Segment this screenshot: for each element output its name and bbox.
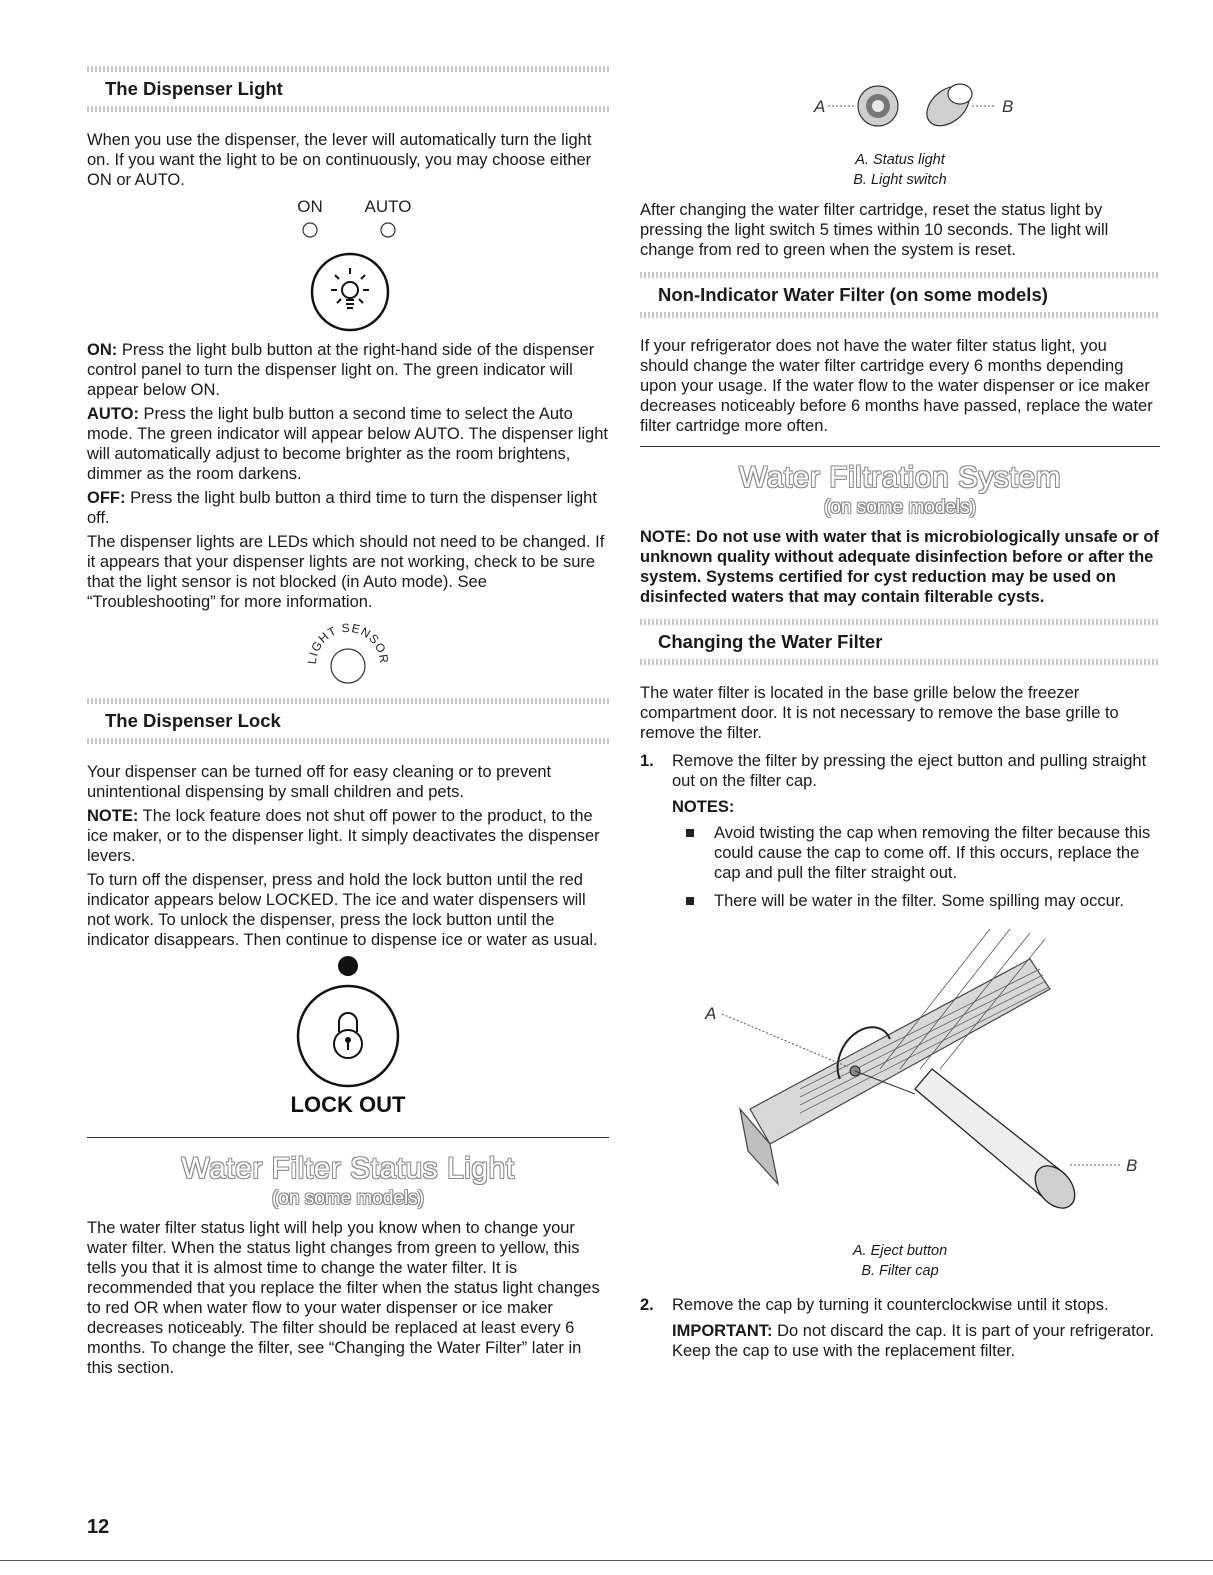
lock-button xyxy=(298,986,398,1086)
lock-button-diagram xyxy=(268,954,428,1119)
divider xyxy=(640,659,1160,665)
step-1 xyxy=(640,751,1160,817)
term-text: Press the light bulb button at the right-hand side of the dispenser control panel to turn the dispenser light on. The green indicator will appear below ON. xyxy=(87,341,595,399)
step-2 xyxy=(640,1295,1160,1361)
auto-indicator xyxy=(381,223,395,237)
term: NOTE: xyxy=(87,807,139,825)
term: IMPORTANT: xyxy=(672,1322,773,1340)
light-switch-icon xyxy=(919,78,976,133)
paragraph: The water filter status light will help you know when to change your water filter. When the status light changes from green to yellow, this tells you that it is almost time to change the water filter. It is recommended that you replace the filter when the status light changes to red OR when water flow to your water dispenser or ice maker decreases noticeably. The filter should be replaced at least every 6 months. To change the filter, see “Changing the Water Filter” later in this section. xyxy=(87,1219,600,1377)
paragraph: When you use the dispenser, the lever will automatically turn the light on. If you want the light to be on continuously, you may choose either ON or AUTO. xyxy=(87,131,592,189)
list-item xyxy=(686,823,1160,883)
step-number: 2. xyxy=(640,1296,654,1314)
status-light-diagram xyxy=(750,66,1050,150)
padlock-icon xyxy=(334,1013,362,1058)
term: ON: xyxy=(87,341,118,359)
dispenser-light-header xyxy=(87,66,609,122)
filtration-subtitle: (on some models) xyxy=(823,497,977,518)
figure-label-a: A xyxy=(705,1004,717,1023)
figure-label-a: A xyxy=(814,97,826,116)
divider xyxy=(87,106,609,112)
paragraph: Your dispenser can be turned off for easy cleaning or to prevent unintentional dispensing by small children and pets. xyxy=(87,763,552,801)
paragraph: If your refrigerator does not have the water filter status light, you should change the water filter cartridge every 6 months depending upon your usage. If the water flow to the water dispenser or ice maker decreases noticeably before 6 months have passed, replace the water filter cartridge more often. xyxy=(640,337,1153,435)
bullet-icon xyxy=(686,829,694,837)
changing-filter-header xyxy=(640,611,1160,675)
locked-indicator xyxy=(338,956,358,976)
light-button-diagram xyxy=(238,194,458,334)
paragraph: The dispenser lights are LEDs which should not need to be changed. If it appears that your dispenser lights are not working, check to be sure that the light sensor is not blocked (in Auto mode). See “Troubleshooting” for more information. xyxy=(87,533,605,611)
non-indicator-header xyxy=(640,264,1160,328)
term-text: The lock feature does not shut off power to the product, to the ice maker, or to the dispenser light. It simply deactivates the dispenser levers. xyxy=(87,807,600,865)
figure-label-b: B xyxy=(1126,1156,1138,1175)
light-bulb-button xyxy=(312,254,388,330)
term: OFF: xyxy=(87,489,126,507)
section-rule xyxy=(640,446,1160,447)
divider xyxy=(640,312,1160,318)
paragraph xyxy=(87,806,609,866)
section-rule xyxy=(87,1137,609,1138)
paragraph: The water filter is located in the base grille below the freezer compartment door. It is not necessary to remove the base grille to remove the filter. xyxy=(640,684,1119,742)
section-heading: Non-Indicator Water Filter (on some models) xyxy=(658,284,1048,305)
water-filter-cartridge xyxy=(915,1069,1083,1216)
paragraph: After changing the water filter cartridge, reset the status light by pressing the light switch 5 times within 10 seconds. The light will change from red to green when the system is reset. xyxy=(640,201,1109,259)
figure-caption-b: B. Light switch xyxy=(853,172,947,188)
figure-caption-a: A. Status light xyxy=(855,152,945,168)
section-heading: The Dispenser Lock xyxy=(105,710,281,731)
term-text: Press the light bulb button a second time to select the Auto mode. The green indicator will appear below AUTO. The dispenser light will automatically adjust to become brighter as the room brightens, dimmer as the room darkens. xyxy=(87,405,608,483)
term-text: Press the light bulb button a third time to turn the dispenser light off. xyxy=(87,489,597,527)
figure-caption-a: A. Eject button xyxy=(852,1243,948,1259)
paragraph xyxy=(87,340,609,400)
filter-status-subtitle: (on some models) xyxy=(271,1188,425,1209)
filtration-title: Water Filtration System xyxy=(738,461,1062,494)
section-heading: The Dispenser Light xyxy=(105,78,283,99)
bottom-rule xyxy=(0,1560,1213,1561)
light-sensor-diagram xyxy=(288,616,408,688)
step-text: Remove the filter by pressing the eject button and pulling straight out on the filter cap. xyxy=(672,752,1147,790)
left-column xyxy=(87,66,609,1382)
step-text: Remove the cap by turning it counterclockwise until it stops. xyxy=(672,1296,1109,1314)
filter-status-title: Water Filter Status Light xyxy=(181,1152,515,1185)
bullet-icon xyxy=(686,897,694,905)
auto-label: AUTO xyxy=(364,197,412,216)
step-body xyxy=(672,1295,1160,1361)
sensor-label: LIGHT SENSOR xyxy=(304,620,392,665)
section-heading: Changing the Water Filter xyxy=(658,631,883,652)
list-item-text: Avoid twisting the cap when removing the filter because this could cause the cap to come off. If this occurs, replace the cap and pull the filter straight out. xyxy=(714,824,1151,882)
figure-label-b: B xyxy=(1002,97,1014,116)
page-number: 12 xyxy=(87,1516,110,1538)
step-body xyxy=(672,751,1160,817)
dispenser-lock-header xyxy=(87,690,609,754)
important-note xyxy=(672,1321,1160,1361)
light-sensor-icon xyxy=(331,649,365,683)
right-column xyxy=(640,66,1160,1367)
filter-removal-diagram xyxy=(660,919,1140,1241)
divider xyxy=(87,738,609,744)
step-number: 1. xyxy=(640,752,654,770)
on-indicator xyxy=(303,223,317,237)
notes-label: NOTES: xyxy=(672,798,735,816)
list-item xyxy=(686,891,1160,911)
light-bulb-icon xyxy=(331,268,369,308)
status-light-icon xyxy=(858,86,898,126)
paragraph xyxy=(87,488,609,528)
term: AUTO: xyxy=(87,405,139,423)
filtration-note: NOTE: Do not use with water that is microbiologically unsafe or of unknown quality without adequate disinfection before or after the system. Systems certified for cyst reduction may be used on disinfected waters that may contain filterable cysts. xyxy=(640,528,1159,606)
lock-out-label: LOCK OUT xyxy=(290,1092,406,1117)
figure-caption-b: B. Filter cap xyxy=(861,1263,939,1279)
paragraph xyxy=(87,404,609,484)
list-item-text: There will be water in the filter. Some spilling may occur. xyxy=(714,892,1124,910)
on-label: ON xyxy=(297,197,323,216)
term-text: Do not discard the cap. It is part of your refrigerator. Keep the cap to use with the replacement filter. xyxy=(672,1322,1155,1360)
paragraph: To turn off the dispenser, press and hold the lock button until the red indicator appears below LOCKED. The ice and water dispensers will not work. To unlock the dispenser, press the lock button until the indicator disappears. Then continue to dispense ice or water as usual. xyxy=(87,871,598,949)
